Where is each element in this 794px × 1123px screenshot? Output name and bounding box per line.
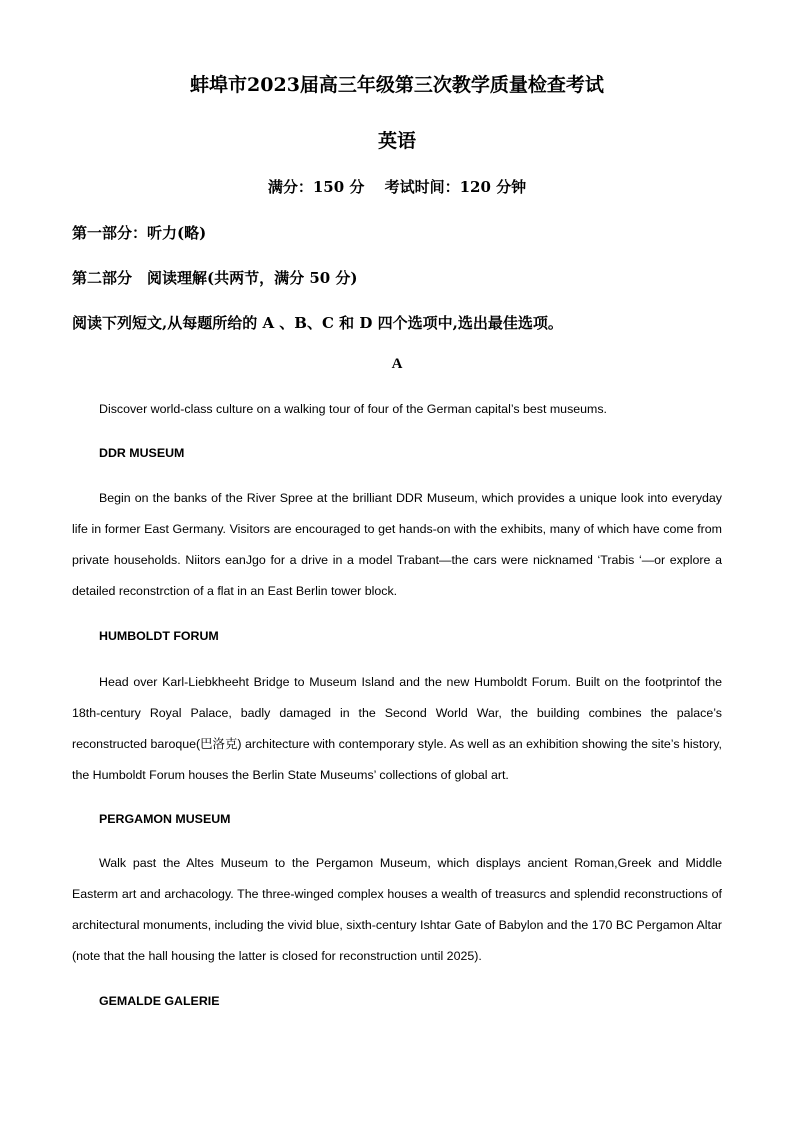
museum-heading-gemalde: GEMALDE GALERIE — [99, 994, 220, 1008]
exam-meta: 满分：150 分 考试时间：120 分钟 — [267, 178, 527, 196]
museum-text-humboldt-body: Head over Karl-Liebkheeht Bridge to Museum Island and the new Humboldt Forum. Built on the footprintof the 18th-century Royal Palace, badly damaged in the Second World War, the building combines the palace’s reconstructed baroque(巴洛克) architecture with contemporary style. As well as an exhibition showing the site’s history, the Humboldt Forum houses the Berlin State Museums’ collections of global art. — [72, 675, 722, 782]
section-part1: 第一部分：听力(略) — [72, 224, 207, 242]
museum-heading-ddr: DDR MUSEUM — [99, 446, 185, 460]
museum-text-ddr — [72, 483, 722, 607]
passage-label: A — [391, 356, 403, 372]
section-part2: 第二部分 阅读理解(共两节，满分 50 分) — [72, 269, 358, 287]
exam-title: 蚌埠市2023届高三年级第三次教学质量检查考试 — [190, 74, 604, 96]
museum-text-humboldt — [72, 667, 722, 791]
museum-text-pergamon — [72, 848, 722, 972]
museum-text-ddr-body: Begin on the banks of the River Spree at the brilliant DDR Museum, which provides a unique look into everyday life in former East Germany. Visitors are encouraged to get hands-on with the exhibits, many of which have come from private households. Niitors eanJgo for a drive in a model Trabant—the cars were nicknamed ‘Trabis ‘—or explore a detailed reconstrction of a flat in an East Berlin tower block. — [72, 491, 722, 598]
passage-intro-text: Discover world-class culture on a walking tour of four of the German capital’s best museums. — [99, 402, 608, 416]
section-instruction: 阅读下列短文,从每题所给的 A 、B、C 和 D 四个选项中,选出最佳选项。 — [72, 314, 563, 332]
passage-intro — [72, 394, 722, 425]
museum-text-pergamon-body: Walk past the Altes Museum to the Pergamon Museum, which displays ancient Roman,Greek and Middle Easterm art and archacology. The three-winged complex houses a wealth of treasurcs and splendid reconstructions of architectural monuments, including the vivid blue, sixth-century Ishtar Gate of Babylon and the 170 BC Pergamon Altar (note that the hall housing the latter is closed for reconstruction until 2025). — [72, 856, 722, 963]
exam-subject: 英语 — [377, 130, 416, 152]
museum-heading-pergamon: PERGAMON MUSEUM — [99, 812, 231, 826]
museum-heading-humboldt: HUMBOLDT FORUM — [99, 629, 219, 643]
